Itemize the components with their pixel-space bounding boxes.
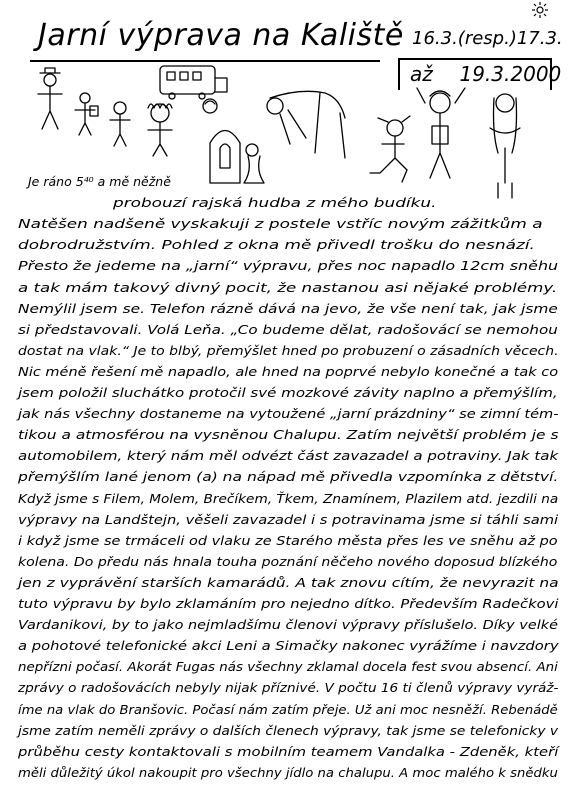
date-to-value: 19.3.2000: [459, 62, 562, 86]
text-line: jsme zatím neměli zprávy o dalších členech výpravy, tak jsme se telefonicky v: [18, 722, 559, 738]
text-line: a pohotové telefonické akci Leni a Simačky nakonec vyrážíme i navzdory: [18, 638, 559, 654]
text-line: si představovali. Volá Leňa. „Co budeme dělat, radošovácí se nemohou: [18, 321, 558, 337]
text-line: Nic méně řešení mě napadlo, ale hned na poprvé nebylo konečné a tak co: [18, 363, 559, 379]
text-line: dostat na vlak.“ Je to blbý, přemýšlet hned po probuzení o zásadních věcech.: [18, 342, 559, 358]
train-drawing: [160, 66, 227, 99]
text-line: Když jsme s Filem, Molem, Brečíkem, Ťkem, Znamínem, Plazilem atd. jezdili na: [18, 490, 559, 506]
page-title: Jarní výprava na Kaliště: [38, 18, 404, 53]
text-line: Natěšen nadšeně vyskakuji z postele vstříc novým zážitkům a: [18, 216, 543, 232]
text-line: tikou a atmosférou na vysněnou Chalupu. Zatím největší problém je s: [18, 427, 559, 443]
person-figure-2: [75, 93, 98, 135]
person-figure-7: [370, 116, 410, 182]
text-line: přemýšlím lané jenom (a) na nápad mě přivedla vzpomínka z dětství.: [18, 469, 559, 485]
person-figure-5: [203, 99, 217, 113]
text-line: automobilem, který nám měl odvézt část zavazadel a potraviny. Jak tak: [18, 448, 559, 464]
text-line: i když jsme se trmáceli od vlaku ze Starého města přes les ve sněhu až po: [18, 532, 558, 548]
person-figure-9: [490, 94, 520, 198]
person-figure-3: [110, 102, 130, 146]
text-line: Je ráno 5⁴⁰ a mě něžně: [28, 174, 171, 189]
person-figure-4: [148, 104, 172, 156]
person-figure-6: [267, 91, 345, 158]
text-line: Vardanikovi, by to jako nejmladšímu členovi výpravy příslušelo. Díky velké: [18, 617, 558, 633]
date-from: 16.3.(resp.)17.3.: [412, 28, 563, 49]
text-line: tuto výpravu by bylo zklamáním pro nejedno dítko. Především Radečkovi: [18, 596, 559, 611]
text-line: jak nás všechny dostaneme na vytoužené „jarní prázdniny“ se zimní tém-: [18, 406, 559, 422]
text-line: Nemýlil jsem se. Telefon rázně dává na jevo, že vše není tak, jak jsme: [18, 300, 558, 316]
sun-icon: [530, 2, 570, 22]
date-to-prefix: až: [410, 62, 433, 86]
stone-drawing: [210, 131, 264, 184]
text-line: výpravy na Landštejn, věšeli zavazadel i s potravinama jsme si táhli sami: [18, 511, 559, 527]
text-line: Přesto že jedeme na „jarní“ výpravu, přes noc napadlo 12cm sněhu: [18, 258, 559, 274]
text-line: jsem položil sluchátko protočil své mozkové závity naplno a přemýšlím,: [18, 385, 558, 400]
text-line: zprávy o radošovácích nebyly nijak příznivé. V počtu 16 ti členů výpravy vyráž-: [18, 680, 559, 696]
text-line: měli důležitý úkol nakoupit pro všechny jídlo na chalupu. A moc malého k snědku: [18, 764, 558, 780]
text-line: jen z vyprávění starších kamarádů. A tak znovu cítím, že nevyrazit na: [18, 574, 559, 590]
text-line: a tak mám takový divný pocit, že nastanou asi nějaké problémy.: [18, 279, 558, 295]
text-line: dobrodružstvím. Pohled z okna mě přivedl trošku do nesnází.: [18, 237, 535, 253]
text-line: nepřízni počasí. Akorát Fugas nás všechny zklamal docela fest svou absencí. Ani: [18, 659, 558, 675]
text-line: kolena. Do předu nás hnala touha poznání něčeho nového doposud blízkého: [18, 553, 558, 569]
person-figure-1: [38, 68, 62, 129]
text-line: probouzí rajská hudba z mého budíku.: [113, 195, 437, 211]
text-line: íme na vlak do Branšovic. Počasí nám zatím přeje. Už ani moc nesněží. Rebenádě: [18, 701, 558, 717]
text-line: průběhu cesty kontaktovali s mobilním teamem Vandalka - Zdeněk, kteří: [18, 743, 559, 759]
person-figure-8: [417, 88, 465, 178]
